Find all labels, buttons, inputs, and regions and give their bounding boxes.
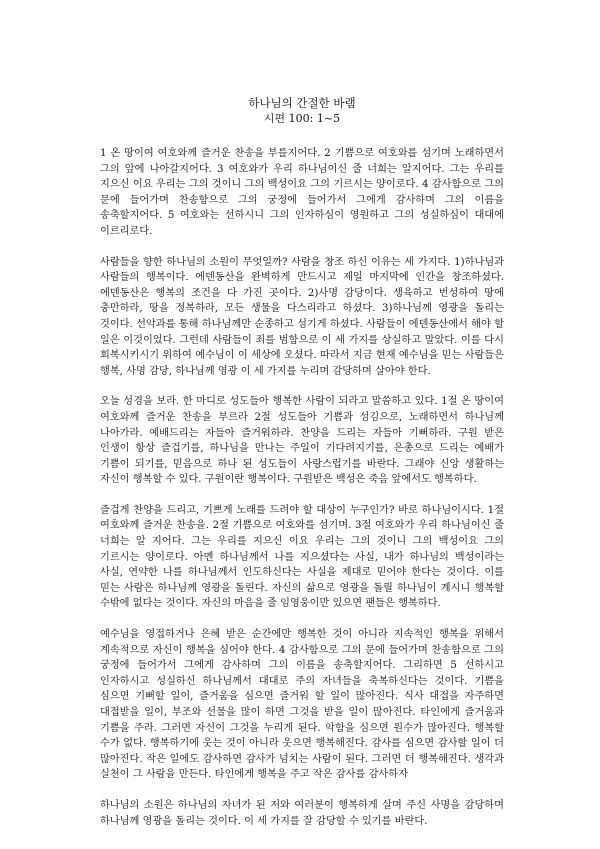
paragraph-happy-people: 오늘 성경을 보라. 한 마디로 성도들아 행복한 사람이 되라고 말씀하고 있다. 1절 온 땅이여 여호와께 즐거운 찬송을 부르라 2절 성도들아 기쁨과 섬김으로, 노래하면서 하나님께 나아가라. 예배드리는 자들아 즐거워하라. 찬양을 드리는 자들아 기뻐하라. 구원 받은 인생이 항상 즐겁기를, 하나님을 만나는 주일이 기다려지기를, 은총으로 드리는 예배가 기쁨이 되기를, 믿음으로 하나 된 성도들이 사랑스럽기를 바란다. 그래야 신앙 생활하는 자신이 행복할 수 있다. 구원이란 행복이다. 구원받은 백성은 죽음 앞에서도 행복하다.	[100, 396, 504, 486]
paragraph-gods-desire: 사람들을 향한 하나님의 소원이 무엇일까? 사람을 창조 하신 이유는 세 가지다. 1)하나님과 사람들의 행복이다. 에덴동산을 완벽하게 만드시고 제일 마지막에 인간을 창조하셨다. 에덴동산은 행복의 조건을 다 가진 곳이다. 2)사명 감당이다. 생육하고 번성하여 땅에 충만하라, 땅을 정복하라, 모든 생물을 다스리라고 하셨다. 3)하나님께 영광을 돌리는 것이다. 선악과를 통해 하나님께만 순종하고 섬기게 하셨다. 사람들이 에덴동산에서 해야 할 일은 이것이었다. 그런데 사람들이 죄를 범함으로 이 세 가지를 상실하고 말았다. 이를 다시 회복시키시기 위하여 예수님이 이 세상에 오셨다. 따라서 지금 현재 예수님을 믿는 사람들은 행복, 사명 감당, 하나님께 영광 이 세 가지를 누리며 감당하며 살아야 한다.	[100, 256, 504, 377]
sermon-title: 하나님의 간절한 바램	[248, 96, 356, 110]
paragraph-object-of-praise: 즐겁게 찬양을 드리고, 기쁘게 노래를 드려야 할 대상이 누구인가? 바로 하나님이시다. 1절 여호와께 즐거운 찬송을. 2절 기쁨으로 여호와를 섬기며. 3절 여호와가 우리 하나님이신 줄 너희는 알 지어다. 그는 우리를 지으신 이요 우리는 그의 것이니 그의 백성이요 그의 기르시는 양이로다. 아멘 하나님께서 나를 지으셨다는 사실, 내가 하나님의 백성이라는 사실, 연약한 나를 하나님께서 인도하신다는 사실을 제대로 믿어야 한다는 것이다. 이를 믿는 사람은 하나님께 영광을 돌린다. 자신의 삶으로 영광을 돌릴 하나님이 계시니 행복할 수밖에 없다는 것이다. 자신의 마음을 줄 임영웅이만 있으면 팬들은 행복하다.	[100, 504, 504, 610]
paragraph-conclusion: 하나님의 소원은 하나님의 자녀가 된 저와 여러분이 행복하게 살며 주신 사명을 감당하며 하나님께 영광을 돌리는 것이다. 이 세 가지를 잘 감당할 수 있기를 바란다.	[100, 799, 504, 827]
scripture-reference: 시편 100: 1~5	[263, 112, 341, 125]
paragraph-sowing-happiness: 예수님을 영접하거나 은혜 받은 순간에만 행복한 것이 아니라 지속적인 행복을 위해서 계속적으로 자신이 행복을 심어야 한다. 4 감사함으로 그의 문에 들어가며 찬송함으로 그의 궁정에 들어가서 그에게 감사하며 그의 이름을 송축할지어다. 그리하면 5 선하시고 인자하시고 성실하신 하나님께서 대대로 주의 자녀들을 축복하신다는 것이다. 기쁨을 심으면 기뻐할 일이, 즐거움을 심으면 즐거워 할 일이 많아진다. 식사 대접을 자주하면 대접받을 일이, 부조와 선물을 많이 하면 그것을 받을 일이 많아진다. 타인에게 즐거움과 기쁨을 주라. 그러면 자신이 그것을 누리게 된다. 악함을 심으면 원수가 많아진다. 행복할 수가 없다. 행복하기에 웃는 것이 아니라 웃으면 행복해진다. 감사를 심으면 감사할 일이 더 많아진다. 작은 일에도 감사하면 감사가 넘치는 사람이 된다. 그러면 더 행복해진다. 생각과 실천이 그 사람을 만든다. 타인에게 행복을 주고 작은 감사를 감사하자	[100, 629, 504, 781]
paragraph-scripture: 1 온 땅이여 여호와께 즐거운 찬송을 부를지어다. 2 기쁨으로 여호와를 섬기며 노래하면서 그의 앞에 나아갈지어다. 3 여호와가 우리 하나님이신 줄 너희는 알지어다. 그는 우리를 지으신 이요 우리는 그의 것이니 그의 백성이요 그의 기르시는 양이로다. 4 감사함으로 그의 문에 들어가며 찬송함으로 그의 궁정에 들어가서 그에게 감사하며 그의 이름을 송축할지어다. 5 여호와는 선하시니 그의 인자하심이 영원하고 그의 성실하심이 대대에 이르리로다.	[100, 148, 504, 237]
title-block	[100, 95, 504, 127]
